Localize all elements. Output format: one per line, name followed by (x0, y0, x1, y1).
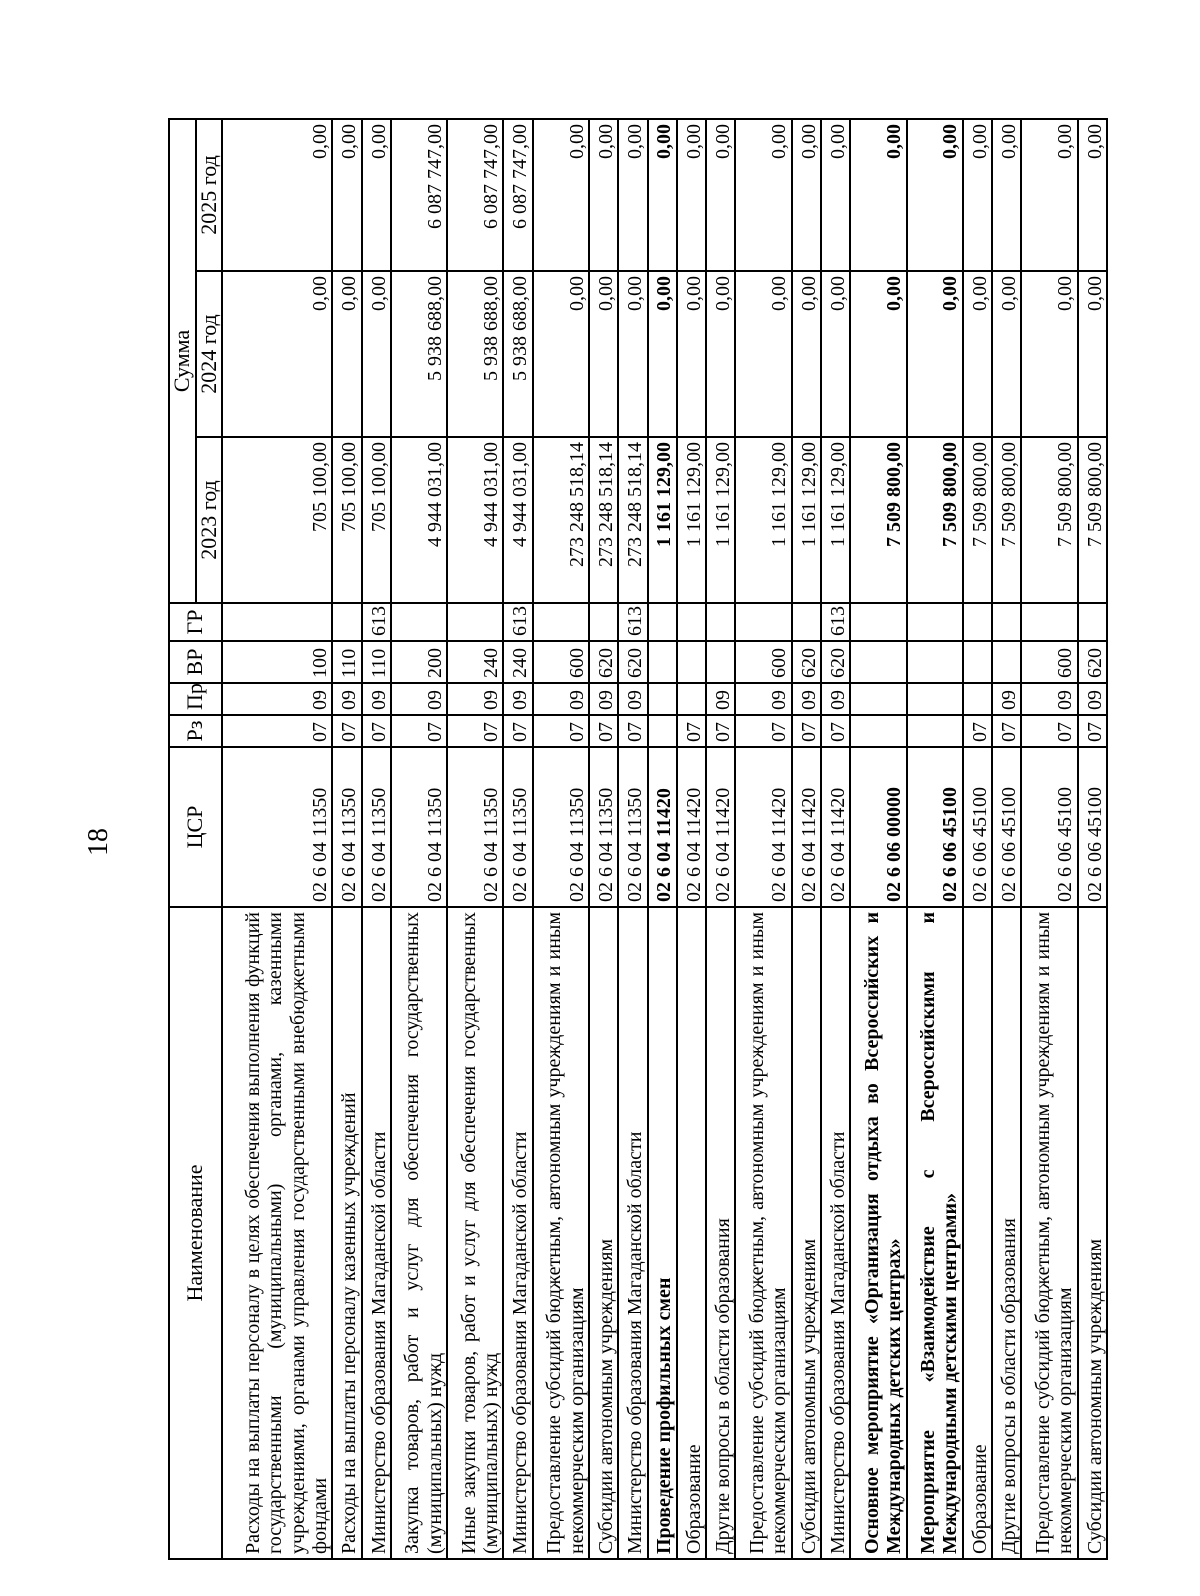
row-vr: 600 (1021, 641, 1077, 683)
row-name: Министерство образования Магаданской области (503, 907, 532, 1559)
table-row (447, 119, 503, 1559)
row-pr (907, 683, 963, 715)
row-vr: 620 (792, 641, 821, 683)
row-pr: 09 (533, 683, 589, 715)
row-amount-2025: 0,00 (963, 119, 992, 271)
row-vr: 110 (332, 641, 361, 683)
row-rz: 07 (963, 715, 992, 747)
row-pr: 09 (503, 683, 532, 715)
row-amount-2024: 5 938 688,00 (447, 271, 503, 437)
row-rz: 07 (332, 715, 361, 747)
row-name: Другие вопросы в области образования (992, 907, 1021, 1559)
row-csr: 02 6 06 45100 (1021, 747, 1077, 907)
row-gr (447, 603, 503, 641)
row-vr: 600 (533, 641, 589, 683)
row-rz: 07 (503, 715, 532, 747)
table-row (850, 119, 906, 1559)
row-gr (735, 603, 791, 641)
row-name: Проведение профильных смен (648, 907, 677, 1559)
row-amount-2024: 0,00 (907, 271, 963, 437)
row-csr: 02 6 04 11350 (618, 747, 647, 907)
row-gr (1078, 603, 1107, 641)
row-csr: 02 6 06 45100 (907, 747, 963, 907)
row-vr: 240 (503, 641, 532, 683)
row-amount-2023: 273 248 518,14 (533, 437, 589, 603)
row-rz: 07 (447, 715, 503, 747)
table-row (1021, 119, 1077, 1559)
row-gr (391, 603, 447, 641)
row-vr: 200 (391, 641, 447, 683)
table-row (992, 119, 1021, 1559)
row-gr (648, 603, 677, 641)
row-csr: 02 6 04 11350 (362, 747, 391, 907)
row-vr (992, 641, 1021, 683)
row-rz: 07 (735, 715, 791, 747)
row-pr: 09 (618, 683, 647, 715)
row-amount-2023: 1 161 129,00 (706, 437, 735, 603)
row-gr (850, 603, 906, 641)
row-pr: 09 (391, 683, 447, 715)
header-rz: Рз (169, 715, 222, 747)
table-row (706, 119, 735, 1559)
row-vr (648, 641, 677, 683)
row-amount-2023: 1 161 129,00 (792, 437, 821, 603)
table-row (503, 119, 532, 1559)
header-row-top (169, 119, 196, 1559)
table-row (533, 119, 589, 1559)
row-pr: 09 (735, 683, 791, 715)
row-csr: 02 6 06 45100 (992, 747, 1021, 907)
row-name: Образование (963, 907, 992, 1559)
table-row (1078, 119, 1107, 1559)
row-rz: 07 (1078, 715, 1107, 747)
row-amount-2024: 0,00 (963, 271, 992, 437)
row-amount-2023: 7 509 800,00 (963, 437, 992, 603)
budget-table (168, 118, 1108, 1560)
row-gr (1021, 603, 1077, 641)
row-rz: 07 (792, 715, 821, 747)
row-name: Субсидии автономным учреждениям (792, 907, 821, 1559)
row-amount-2024: 0,00 (821, 271, 850, 437)
row-gr (533, 603, 589, 641)
row-name: Расходы на выплаты персоналу в целях обеспечения выполнения функций государственными (муниципальными) органами, казенными учреждениями, органами управления государственными внебюджетными фондами (222, 907, 332, 1559)
row-amount-2023: 7 509 800,00 (1021, 437, 1077, 603)
table-row (821, 119, 850, 1559)
row-amount-2023: 273 248 518,14 (618, 437, 647, 603)
row-pr: 09 (222, 683, 332, 715)
row-gr (332, 603, 361, 641)
row-amount-2025: 0,00 (533, 119, 589, 271)
row-amount-2024: 0,00 (706, 271, 735, 437)
row-rz: 07 (706, 715, 735, 747)
row-vr: 600 (735, 641, 791, 683)
row-pr: 09 (992, 683, 1021, 715)
table-row (792, 119, 821, 1559)
row-amount-2023: 1 161 129,00 (648, 437, 677, 603)
row-csr: 02 6 04 11420 (792, 747, 821, 907)
row-amount-2024: 0,00 (1021, 271, 1077, 437)
header-sum: Сумма (169, 119, 196, 603)
row-csr: 02 6 04 11350 (533, 747, 589, 907)
row-amount-2025: 0,00 (222, 119, 332, 271)
row-pr (850, 683, 906, 715)
row-amount-2023: 705 100,00 (222, 437, 332, 603)
row-amount-2025: 0,00 (1078, 119, 1107, 271)
header-year-2025: 2025 год (196, 119, 223, 271)
row-amount-2024: 0,00 (992, 271, 1021, 437)
row-gr: 613 (503, 603, 532, 641)
row-gr (907, 603, 963, 641)
row-vr (850, 641, 906, 683)
row-name: Образование (677, 907, 706, 1559)
row-rz: 07 (533, 715, 589, 747)
row-amount-2025: 0,00 (648, 119, 677, 271)
row-vr: 620 (589, 641, 618, 683)
row-gr (992, 603, 1021, 641)
row-gr: 613 (821, 603, 850, 641)
row-amount-2025: 0,00 (992, 119, 1021, 271)
row-name: Министерство образования Магаданской области (362, 907, 391, 1559)
table-row (589, 119, 618, 1559)
row-amount-2025: 6 087 747,00 (447, 119, 503, 271)
row-amount-2025: 0,00 (850, 119, 906, 271)
row-name: Министерство образования Магаданской области (821, 907, 850, 1559)
table-row (391, 119, 447, 1559)
row-name: Иные закупки товаров, работ и услуг для обеспечения государственных (муниципальных) нужд (447, 907, 503, 1559)
row-name: Субсидии автономным учреждениям (1078, 907, 1107, 1559)
table-row (618, 119, 647, 1559)
row-amount-2023: 7 509 800,00 (850, 437, 906, 603)
row-amount-2024: 0,00 (589, 271, 618, 437)
table-row (735, 119, 791, 1559)
row-amount-2024: 0,00 (677, 271, 706, 437)
row-pr: 09 (821, 683, 850, 715)
row-csr: 02 6 04 11350 (589, 747, 618, 907)
row-pr (963, 683, 992, 715)
row-amount-2023: 705 100,00 (362, 437, 391, 603)
row-amount-2023: 7 509 800,00 (992, 437, 1021, 603)
row-rz: 07 (821, 715, 850, 747)
row-amount-2023: 4 944 031,00 (391, 437, 447, 603)
row-csr: 02 6 04 11350 (391, 747, 447, 907)
row-gr: 613 (362, 603, 391, 641)
row-amount-2025: 0,00 (332, 119, 361, 271)
row-amount-2024: 0,00 (792, 271, 821, 437)
row-csr: 02 6 04 11420 (677, 747, 706, 907)
row-gr: 613 (618, 603, 647, 641)
table-row (648, 119, 677, 1559)
header-csr: ЦСР (169, 747, 222, 907)
row-name: Мероприятие «Взаимодействие с Всероссийскими и Международными детскими центрами» (907, 907, 963, 1559)
row-vr (706, 641, 735, 683)
row-csr: 02 6 04 11420 (706, 747, 735, 907)
row-amount-2025: 0,00 (907, 119, 963, 271)
header-name: Наименование (169, 907, 222, 1559)
row-amount-2025: 0,00 (821, 119, 850, 271)
row-pr: 09 (362, 683, 391, 715)
row-amount-2024: 0,00 (618, 271, 647, 437)
row-amount-2025: 0,00 (362, 119, 391, 271)
table-row (222, 119, 332, 1559)
row-vr (677, 641, 706, 683)
page-number: 18 (83, 828, 114, 856)
row-rz: 07 (618, 715, 647, 747)
row-rz: 07 (362, 715, 391, 747)
table-row (332, 119, 361, 1559)
row-amount-2023: 1 161 129,00 (821, 437, 850, 603)
row-amount-2024: 5 938 688,00 (391, 271, 447, 437)
header-year-2024: 2024 год (196, 271, 223, 437)
table-row (907, 119, 963, 1559)
row-rz: 07 (677, 715, 706, 747)
row-amount-2023: 273 248 518,14 (589, 437, 618, 603)
table-row (677, 119, 706, 1559)
row-amount-2024: 0,00 (222, 271, 332, 437)
row-amount-2024: 0,00 (850, 271, 906, 437)
row-amount-2023: 7 509 800,00 (907, 437, 963, 603)
row-amount-2025: 0,00 (1021, 119, 1077, 271)
row-name: Другие вопросы в области образования (706, 907, 735, 1559)
row-amount-2025: 6 087 747,00 (503, 119, 532, 271)
row-csr: 02 6 06 45100 (963, 747, 992, 907)
row-amount-2025: 0,00 (735, 119, 791, 271)
row-amount-2025: 6 087 747,00 (391, 119, 447, 271)
row-pr: 09 (706, 683, 735, 715)
row-name: Предоставление субсидий бюджетным, автономным учреждениям и иным некоммерческим организациям (735, 907, 791, 1559)
row-pr: 09 (1021, 683, 1077, 715)
row-csr: 02 6 06 00000 (850, 747, 906, 907)
row-name: Закупка товаров, работ и услуг для обеспечения государственных (муниципальных) нужд (391, 907, 447, 1559)
row-vr: 110 (362, 641, 391, 683)
row-csr: 02 6 04 11350 (222, 747, 332, 907)
table-row (362, 119, 391, 1559)
row-amount-2023: 1 161 129,00 (735, 437, 791, 603)
row-amount-2024: 0,00 (533, 271, 589, 437)
budget-table-container (168, 120, 1108, 1560)
row-rz: 07 (222, 715, 332, 747)
row-amount-2024: 0,00 (735, 271, 791, 437)
header-gr: ГР (169, 603, 222, 641)
row-amount-2023: 4 944 031,00 (503, 437, 532, 603)
row-amount-2025: 0,00 (706, 119, 735, 271)
row-amount-2024: 5 938 688,00 (503, 271, 532, 437)
row-csr: 02 6 04 11350 (332, 747, 361, 907)
row-amount-2024: 0,00 (332, 271, 361, 437)
row-csr: 02 6 04 11350 (447, 747, 503, 907)
row-amount-2023: 7 509 800,00 (1078, 437, 1107, 603)
row-pr: 09 (792, 683, 821, 715)
row-rz: 07 (1021, 715, 1077, 747)
row-amount-2023: 4 944 031,00 (447, 437, 503, 603)
row-rz: 07 (992, 715, 1021, 747)
row-gr (792, 603, 821, 641)
row-pr: 09 (447, 683, 503, 715)
row-rz: 07 (391, 715, 447, 747)
row-csr: 02 6 04 11420 (821, 747, 850, 907)
table-body (222, 119, 1107, 1559)
row-vr: 620 (618, 641, 647, 683)
row-name: Расходы на выплаты персоналу казенных учреждений (332, 907, 361, 1559)
row-name: Основное мероприятие «Организация отдыха во Всероссийских и Международных детских центрах» (850, 907, 906, 1559)
header-vr: ВР (169, 641, 222, 683)
row-csr: 02 6 04 11420 (735, 747, 791, 907)
row-vr: 620 (821, 641, 850, 683)
row-gr (963, 603, 992, 641)
row-rz (850, 715, 906, 747)
row-amount-2025: 0,00 (677, 119, 706, 271)
row-rz: 07 (589, 715, 618, 747)
row-vr: 240 (447, 641, 503, 683)
row-rz (648, 715, 677, 747)
row-pr: 09 (1078, 683, 1107, 715)
row-amount-2024: 0,00 (1078, 271, 1107, 437)
row-rz (907, 715, 963, 747)
row-csr: 02 6 06 45100 (1078, 747, 1107, 907)
row-name: Предоставление субсидий бюджетным, автономным учреждениям и иным некоммерческим организациям (1021, 907, 1077, 1559)
row-gr (222, 603, 332, 641)
row-amount-2024: 0,00 (648, 271, 677, 437)
row-amount-2023: 705 100,00 (332, 437, 361, 603)
row-gr (677, 603, 706, 641)
row-amount-2025: 0,00 (618, 119, 647, 271)
row-amount-2023: 1 161 129,00 (677, 437, 706, 603)
header-pr: Пр (169, 683, 222, 715)
row-pr: 09 (332, 683, 361, 715)
header-year-2023: 2023 год (196, 437, 223, 603)
row-amount-2025: 0,00 (589, 119, 618, 271)
row-vr (907, 641, 963, 683)
row-name: Предоставление субсидий бюджетным, автономным учреждениям и иным некоммерческим организациям (533, 907, 589, 1559)
row-pr: 09 (589, 683, 618, 715)
row-gr (706, 603, 735, 641)
row-csr: 02 6 04 11350 (503, 747, 532, 907)
row-amount-2024: 0,00 (362, 271, 391, 437)
row-name: Субсидии автономным учреждениям (589, 907, 618, 1559)
row-pr (648, 683, 677, 715)
row-vr: 620 (1078, 641, 1107, 683)
row-amount-2025: 0,00 (792, 119, 821, 271)
row-vr: 100 (222, 641, 332, 683)
row-pr (677, 683, 706, 715)
row-gr (589, 603, 618, 641)
row-name: Министерство образования Магаданской области (618, 907, 647, 1559)
table-row (963, 119, 992, 1559)
row-vr (963, 641, 992, 683)
row-csr: 02 6 04 11420 (648, 747, 677, 907)
